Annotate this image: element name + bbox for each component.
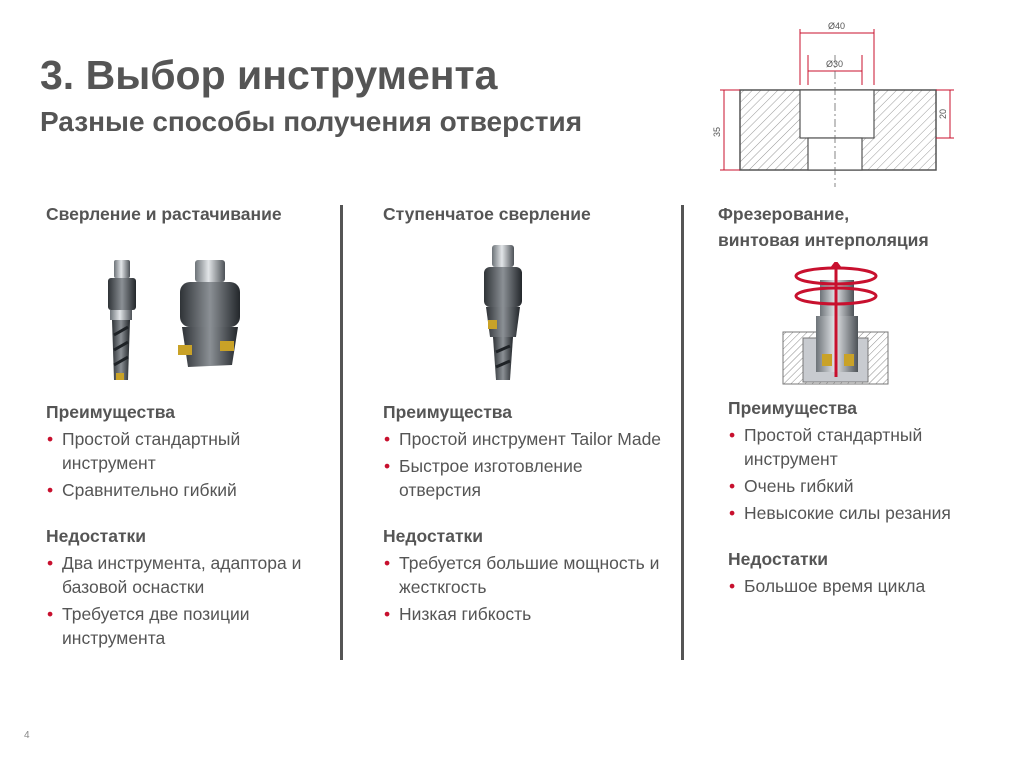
column-1-body xyxy=(46,400,331,653)
list-item: • Низкая гибкость xyxy=(383,602,668,626)
column-1-heading: Сверление и растачивание xyxy=(46,204,282,224)
list-item: • Сравнительно гибкий xyxy=(46,478,331,502)
slide-title: 3. Выбор инструмента xyxy=(40,52,498,98)
column-3-advantages-label: Преимущества xyxy=(728,398,858,418)
list-item: • Простой стандартный инструмент xyxy=(46,427,331,475)
list-item: • Простой стандартный инструмент xyxy=(728,423,1013,471)
column-1-disadvantages-label: Недостатки xyxy=(46,526,147,546)
dim-height-step-label: 20 xyxy=(938,108,948,119)
column-3-body xyxy=(728,396,1013,601)
dim-outer-label: Ø40 xyxy=(828,21,846,31)
column-2-body xyxy=(383,400,668,629)
list-item: • Большое время цикла xyxy=(728,574,1013,598)
column-divider-1 xyxy=(340,205,343,660)
helical-interpolation-milling-image xyxy=(778,262,893,387)
column-divider-2 xyxy=(681,205,684,660)
list-item: • Очень гибкий xyxy=(728,474,1013,498)
column-1-advantages-label: Преимущества xyxy=(46,402,176,422)
dim-inner-label: Ø30 xyxy=(826,59,844,69)
page-number: 4 xyxy=(24,730,30,741)
list-item: • Быстрое изготовление отверстия xyxy=(383,454,668,502)
column-2-heading: Ступенчатое сверление xyxy=(383,204,591,224)
drill-and-boring-tools-image xyxy=(100,255,260,390)
column-2-advantages-label: Преимущества xyxy=(383,402,513,422)
column-3-heading xyxy=(718,201,929,253)
list-item: • Требуется большие мощность и жесткгость xyxy=(383,551,668,599)
step-drill-image xyxy=(470,242,540,387)
slide-subtitle: Разные способы получения отверстия xyxy=(40,106,583,137)
hole-dimension-drawing xyxy=(700,15,960,190)
column-2-disadvantages-label: Недостатки xyxy=(383,526,484,546)
column-3-heading-line1: Фрезерование, xyxy=(718,204,850,224)
dim-height-total-label: 35 xyxy=(712,126,722,137)
column-3-disadvantages-label: Недостатки xyxy=(728,549,829,569)
column-3-heading-line2: винтовая интерполяция xyxy=(718,230,929,250)
list-item: • Простой инструмент Tailor Made xyxy=(383,427,668,451)
list-item: • Невысокие силы резания xyxy=(728,501,1013,525)
list-item: • Два инструмента, адаптора и базовой оснастки xyxy=(46,551,331,599)
list-item: • Требуется две позиции инструмента xyxy=(46,602,331,650)
